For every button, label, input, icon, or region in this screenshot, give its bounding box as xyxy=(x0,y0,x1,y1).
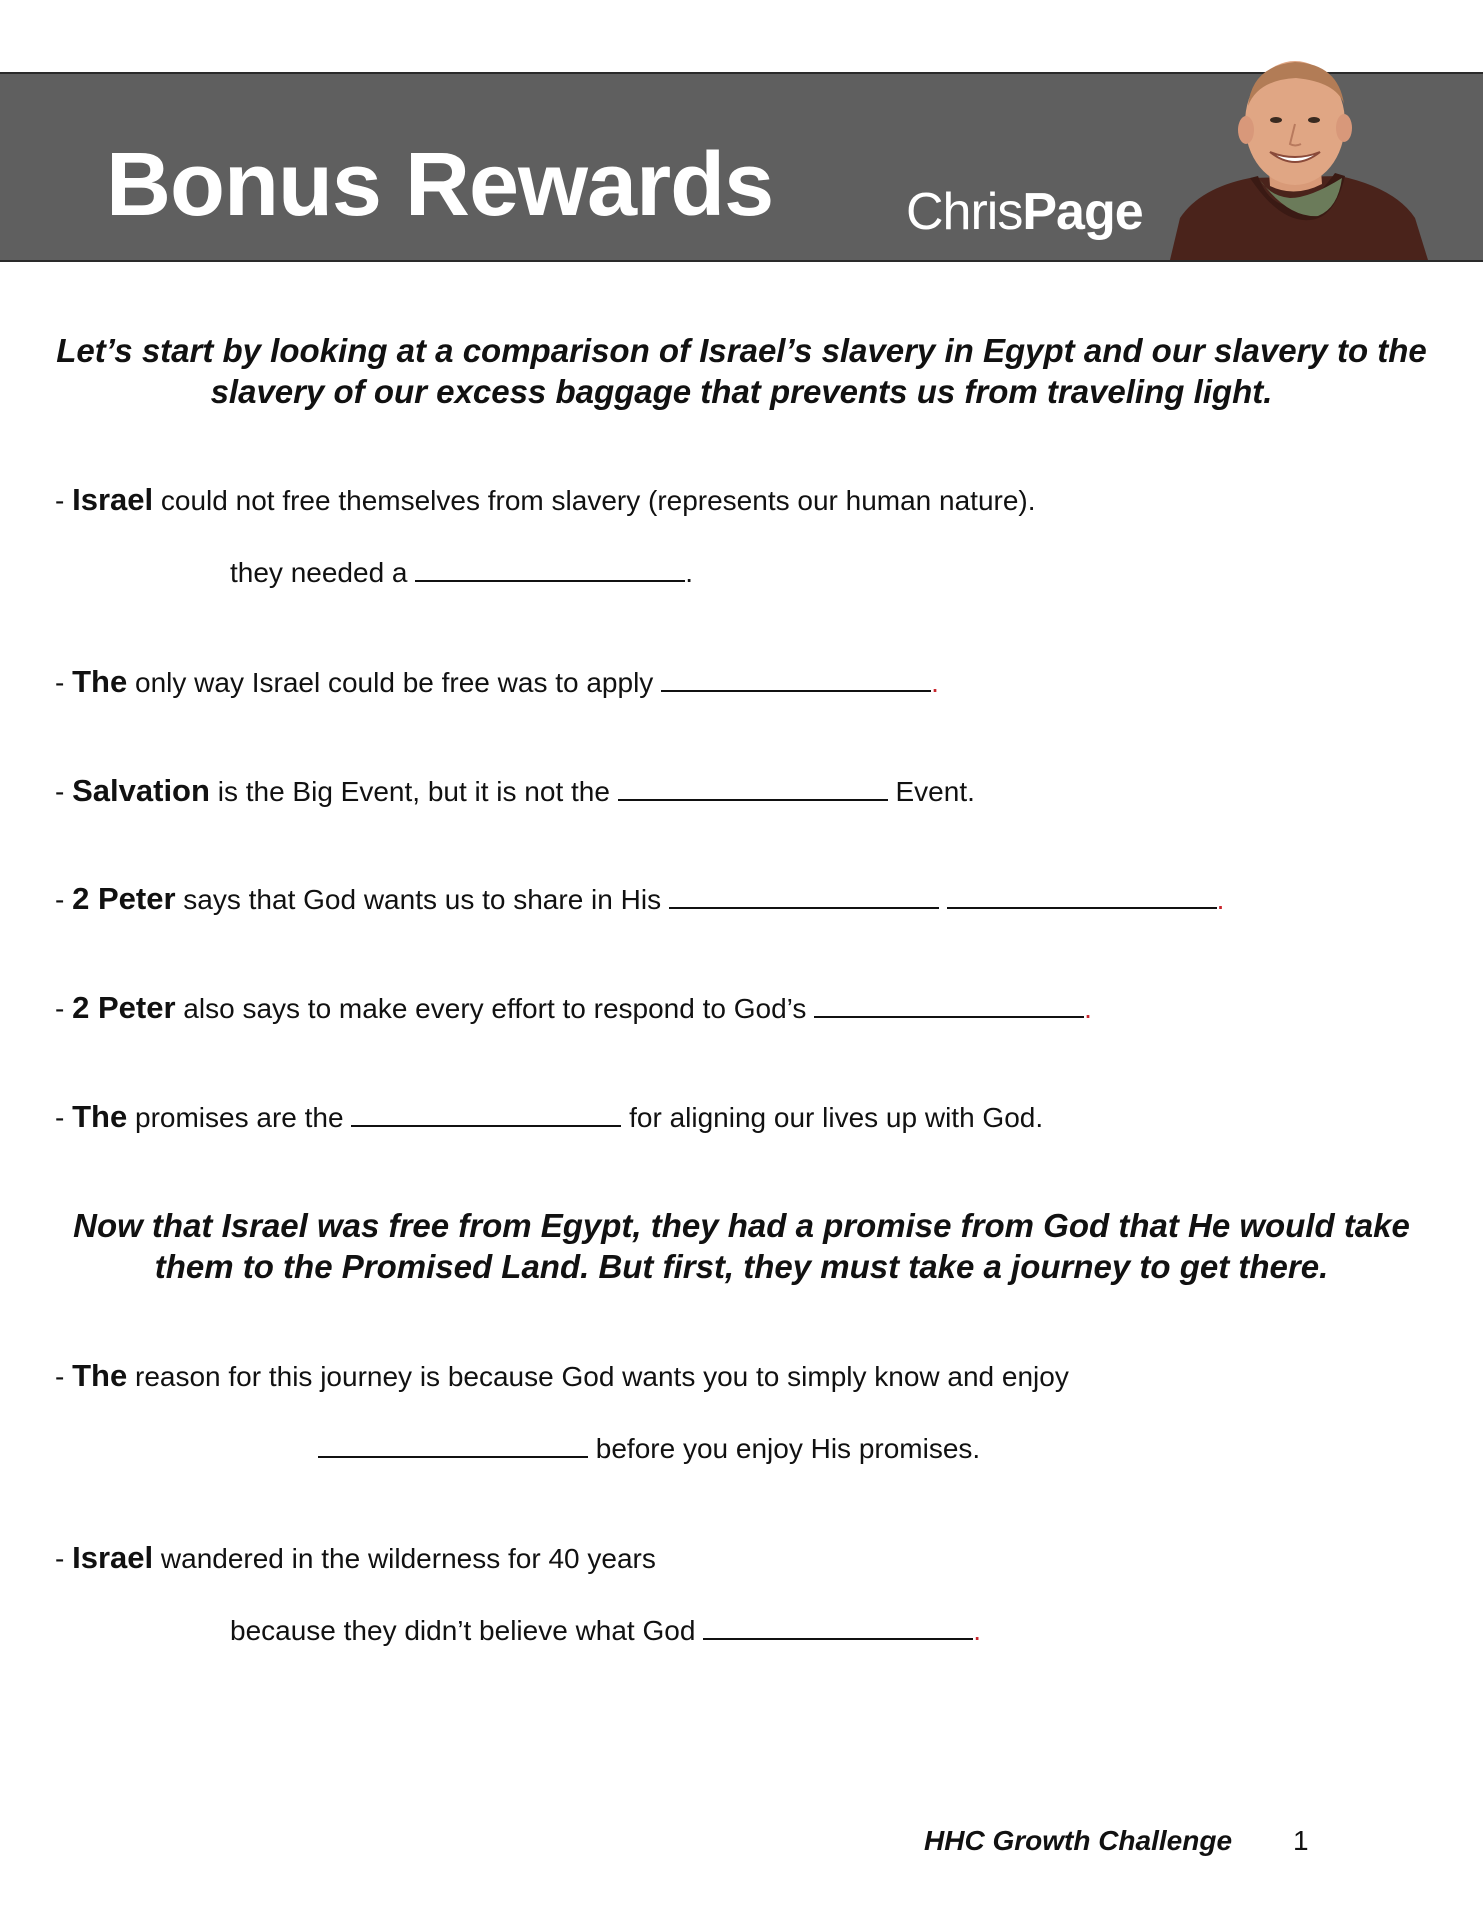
answer-blank[interactable] xyxy=(415,556,685,582)
answer-blank[interactable] xyxy=(661,666,931,692)
answer-blank[interactable] xyxy=(703,1614,973,1640)
intro-statement-1: Let’s start by looking at a comparison of Israel’s slavery in Egypt and our slavery to the slavery of our excess baggage that prevents us from traveling light. xyxy=(56,332,1427,410)
list-item: before you enjoy His promises. xyxy=(318,1432,980,1466)
intro-statement-2: Now that Israel was free from Egypt, they had a promise from God that He would take them to the Promised Land. But first, they must take a journey to get there. xyxy=(73,1207,1410,1285)
answer-blank[interactable] xyxy=(351,1101,621,1127)
page-number: 1 xyxy=(1293,1825,1309,1856)
list-item: - 2 Peter says that God wants us to share in His . xyxy=(55,881,1225,916)
answer-blank[interactable] xyxy=(947,883,1217,909)
answer-blank[interactable] xyxy=(318,1432,588,1458)
list-item: because they didn’t believe what God . xyxy=(230,1615,981,1646)
answer-blank[interactable] xyxy=(814,992,1084,1018)
list-item: - The only way Israel could be free was to apply . xyxy=(55,664,939,699)
list-item: - Salvation is the Big Event, but it is not the Event. xyxy=(55,773,975,808)
list-item: - 2 Peter also says to make every effort to respond to God’s . xyxy=(55,990,1092,1025)
page-title: Bonus Rewards xyxy=(106,135,774,235)
answer-blank[interactable] xyxy=(669,883,939,909)
footer-label: HHC Growth Challenge xyxy=(924,1825,1233,1856)
author-name xyxy=(906,183,1143,241)
list-item: - Israel could not free themselves from slavery (represents our human nature). xyxy=(55,482,1036,517)
author-portrait-photo xyxy=(1160,48,1430,260)
list-item: they needed a . xyxy=(230,557,694,588)
answer-blank[interactable] xyxy=(618,775,888,801)
list-item: - The promises are the for aligning our lives up with God. xyxy=(55,1099,1044,1134)
author-first-name: Chris xyxy=(906,183,1023,241)
list-item: - Israel wandered in the wilderness for 40 years xyxy=(55,1540,656,1575)
author-last-name: Page xyxy=(1022,183,1143,241)
list-item: - The reason for this journey is because God wants you to simply know and enjoy xyxy=(55,1358,1069,1393)
